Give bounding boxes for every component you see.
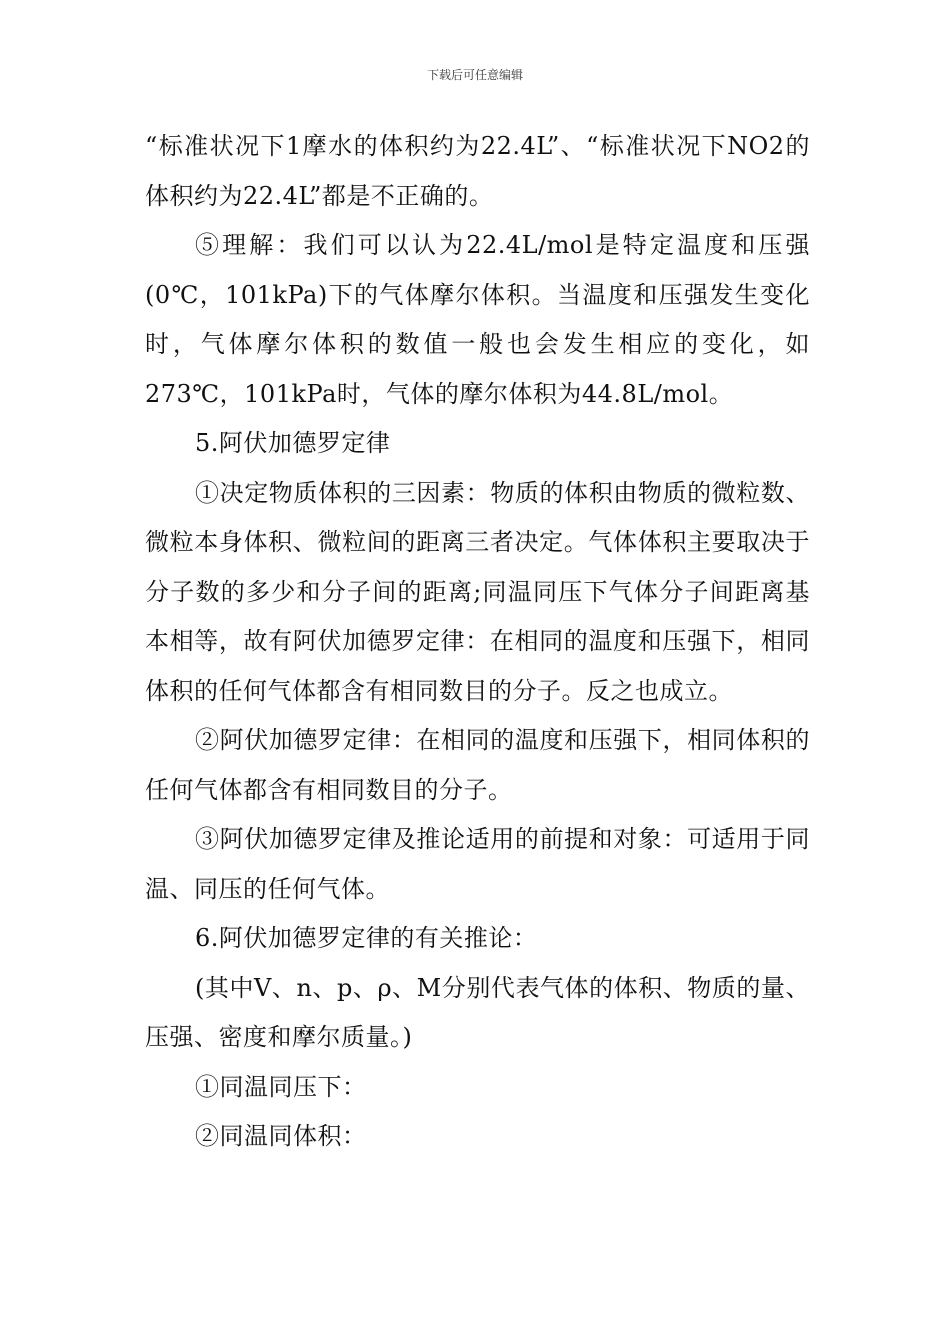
section-heading-avogadro-law: 5.阿伏加德罗定律: [195, 429, 391, 457]
list-item-same-temp-pressure: ①同温同压下：: [195, 1072, 367, 1101]
section-heading-corollaries: 6.阿伏加德罗定律的有关推论：: [195, 924, 538, 952]
paragraph-understanding: ⑤理解：我们可以认为22.4L/mol是特定温度和压强(0℃，101kPa)下的气体摩尔体积。当温度和压强发生变化时，气体摩尔体积的数值一般也会发生相应的变化，如273℃，101kPa时，气体的摩尔体积为44.8L/mol。: [145, 231, 810, 408]
paragraph-three-factors: ①决定物质体积的三因素：物质的体积由物质的微粒数、微粒本身体积、微粒间的距离三者决定。气体体积主要取决于分子数的多少和分子间的距离;同温同压下气体分子间距离基本相等，故有阿伏加德罗定律：在相同的温度和压强下，相同体积的任何气体都含有相同数目的分子。反之也成立。: [145, 478, 810, 705]
paragraph-applicability: ③阿伏加德罗定律及推论适用的前提和对象：可适用于同温、同压的任何气体。: [145, 825, 810, 903]
paragraph-avogadro-law: ②阿伏加德罗定律：在相同的温度和压强下，相同体积的任何气体都含有相同数目的分子。: [145, 726, 810, 804]
paragraph-continuation: “标准状况下1摩水的体积约为22.4L”、“标准状况下NO2的体积约为22.4L”都是不正确的。: [145, 132, 810, 210]
list-item-same-temp-volume: ②同温同体积：: [195, 1122, 367, 1150]
page-header: 下载后可任意编辑: [426, 68, 523, 82]
document-body: [145, 122, 810, 1162]
paragraph-symbols-note: (其中V、n、p、ρ、M分别代表气体的体积、物质的量、压强、密度和摩尔质量。): [145, 973, 810, 1051]
